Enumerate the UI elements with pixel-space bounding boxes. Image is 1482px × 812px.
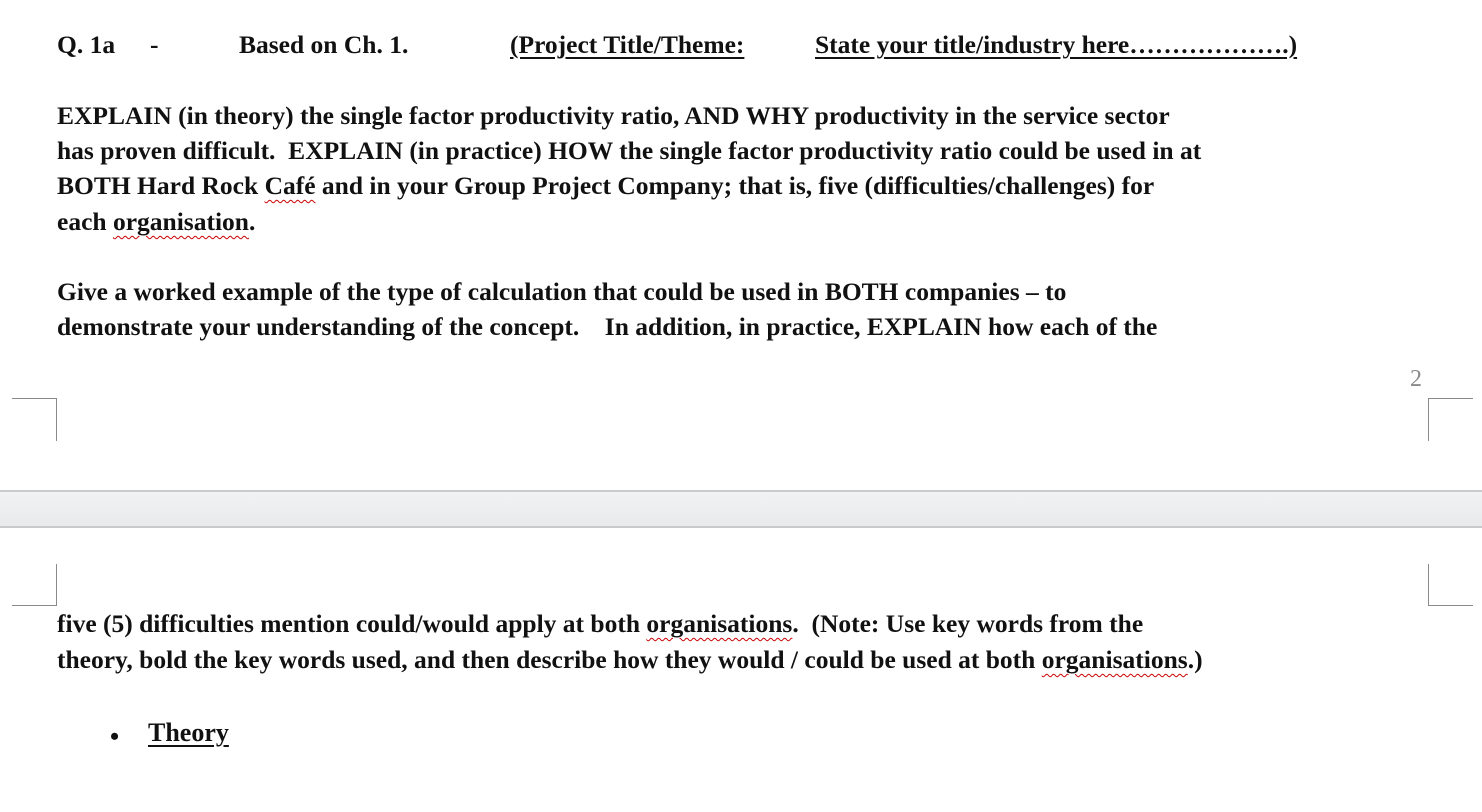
p3-line-1-before: five (5) difficulties mention could/would apply at both <box>57 609 647 638</box>
question-dash: - <box>150 30 159 59</box>
spellcheck-word-cafe[interactable]: Café <box>264 171 316 200</box>
paragraph-2-line-2: demonstrate your understanding of the concept. In addition, in practice, EXPLAIN how each of the <box>57 312 1158 341</box>
page-number: 2 <box>1410 366 1422 392</box>
paragraph-1-line-1: EXPLAIN (in theory) the single factor productivity ratio, AND WHY productivity in the service sector <box>57 101 1170 130</box>
project-title-label: (Project Title/Theme: <box>510 30 745 59</box>
crop-mark-top-right <box>1428 564 1473 606</box>
bullet-marker: • <box>110 722 120 751</box>
paragraph-3-line-2 <box>57 645 1203 675</box>
spellcheck-word-organisation[interactable]: organisation <box>112 207 249 236</box>
paragraph-2-line-1: Give a worked example of the type of calculation that could be used in BOTH companies – to <box>57 277 1067 306</box>
crop-mark-bottom-right <box>1428 398 1473 441</box>
paragraph-1-line-3 <box>57 171 1154 201</box>
question-label: Q. 1a <box>57 30 116 59</box>
line-4-text-after: . <box>248 207 256 236</box>
p3-line-2-before: theory, bold the key words used, and then describe how they would / could be used at both <box>57 645 1042 674</box>
line-4-text-before: each <box>57 207 113 236</box>
p3-line-1-after: . (Note: Use key words from the <box>792 609 1144 638</box>
project-title-value: State your title/industry here……………….) <box>815 30 1298 59</box>
line-3-text-after: and in your Group Project Company; that is, five (difficulties/challenges) for <box>315 171 1155 200</box>
paragraph-1-line-4 <box>57 207 255 237</box>
line-3-text-before: BOTH Hard Rock <box>57 171 265 200</box>
spellcheck-word-organisations-2[interactable]: organisations <box>1041 645 1188 674</box>
paragraph-3-line-1 <box>57 609 1143 639</box>
page-break-gap <box>0 490 1482 528</box>
paragraph-1-line-2: has proven difficult. EXPLAIN (in practice) HOW the single factor productivity ratio could be used in at <box>57 136 1202 165</box>
crop-mark-bottom-left <box>12 398 57 441</box>
bullet-item-theory: Theory <box>148 718 229 747</box>
chapter-reference: Based on Ch. 1. <box>239 30 409 59</box>
crop-mark-top-left <box>12 564 57 606</box>
spellcheck-word-organisations-1[interactable]: organisations <box>646 609 793 638</box>
p3-line-2-after: .) <box>1187 645 1203 674</box>
